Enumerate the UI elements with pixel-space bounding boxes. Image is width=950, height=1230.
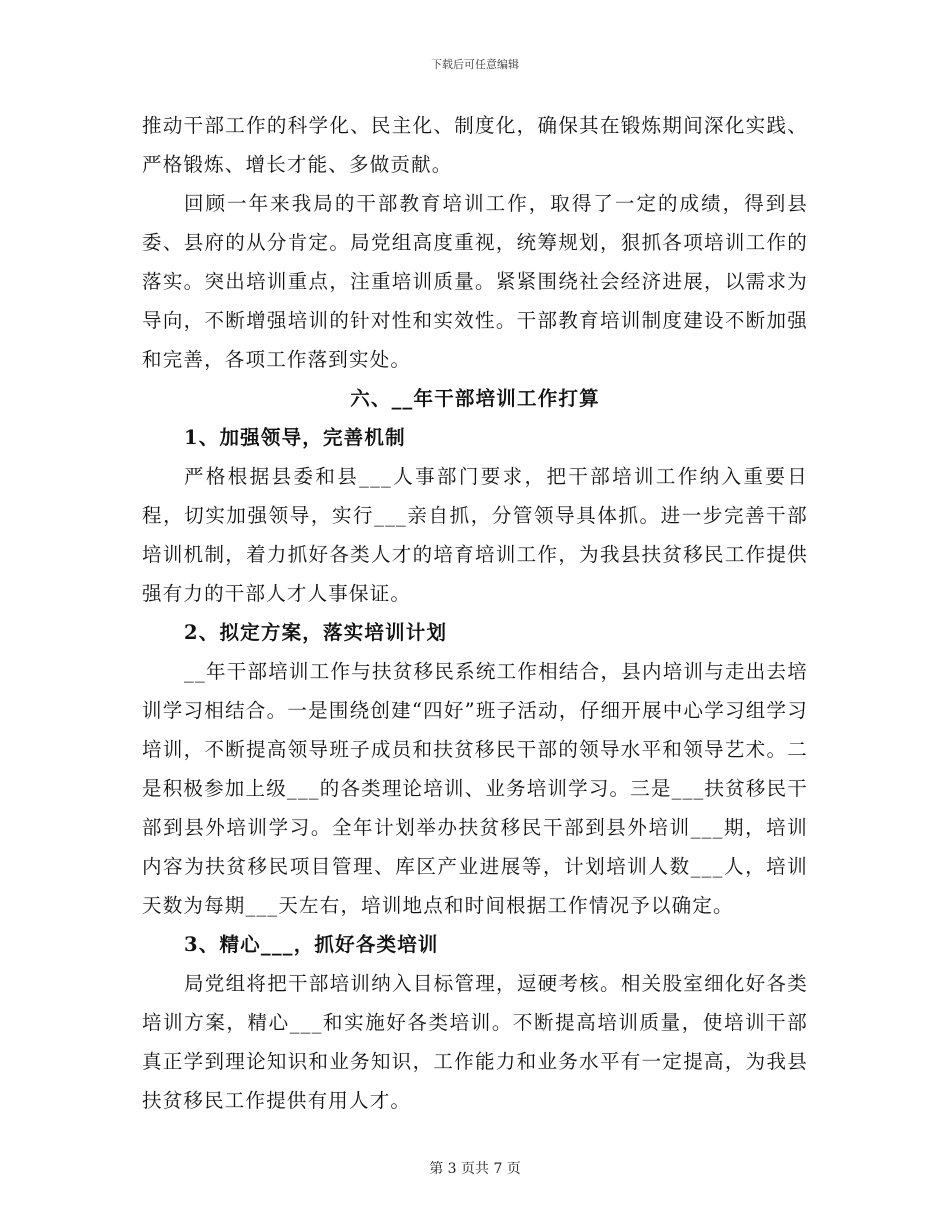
subheading-training: 3、精心___，抓好各类培训 (184, 933, 439, 956)
subheading-leadership: 1、加强领导，完善机制 (184, 426, 406, 449)
page-number: 第 3 页共 7 页 (429, 1161, 521, 1177)
paragraph-leadership: 严格根据县委和县___人事部门要求，把干部培训工作纳入重要日程，切实加强领导，实行___亲自抓，分管领导具体抓。进一步完善干部培训机制，着力抓好各类人才的培育培训工作，为我县扶贫移民工作提供强有力的干部人才人事保证。 (142, 465, 808, 605)
paragraph-continuation: 推动干部工作的科学化、民主化、制度化，确保其在锻炼期间深化实践、严格锻炼、增长才能、多做贡献。 (142, 114, 808, 176)
page-header: 下载后可任意编辑 (431, 58, 519, 71)
document-body (142, 106, 808, 1120)
subheading-plan: 2、拟定方案，落实培训计划 (184, 621, 448, 644)
paragraph-training: 局党组将把干部培训纳入目标管理，逗硬考核。相关股室细化好各类培训方案，精心___和实施好各类培训。不断提高培训质量，使培训干部真正学到理论知识和业务知识，工作能力和业务水平有一定提高，为我县扶贫移民工作提供有用人才。 (142, 972, 808, 1112)
paragraph-plan: __年干部培训工作与扶贫移民系统工作相结合，县内培训与走出去培训学习相结合。一是围绕创建“四好”班子活动，仔细开展中心学习组学习培训，不断提高领导班子成员和扶贫移民干部的领导水平和领导艺术。二是积极参加上级___的各类理论培训、业务培训学习。三是___扶贫移民干部到县外培训学习。全年计划举办扶贫移民干部到县外培训___期，培训内容为扶贫移民项目管理、库区产业进展等，计划培训人数___人，培训天数为每期___天左右，培训地点和时间根据工作情况予以确定。 (142, 660, 809, 917)
paragraph-review: 回顾一年来我局的干部教育培训工作，取得了一定的成绩，得到县委、县府的从分肯定。局党组高度重视，统筹规划，狠抓各项培训工作的落实。突出培训重点，注重培训质量。紧紧围绕社会经济进展，以需求为导向，不断增强培训的针对性和实效性。干部教育培训制度建设不断加强和完善，各项工作落到实处。 (142, 192, 808, 371)
section-title: 六、__年干部培训工作打算 (350, 387, 600, 410)
